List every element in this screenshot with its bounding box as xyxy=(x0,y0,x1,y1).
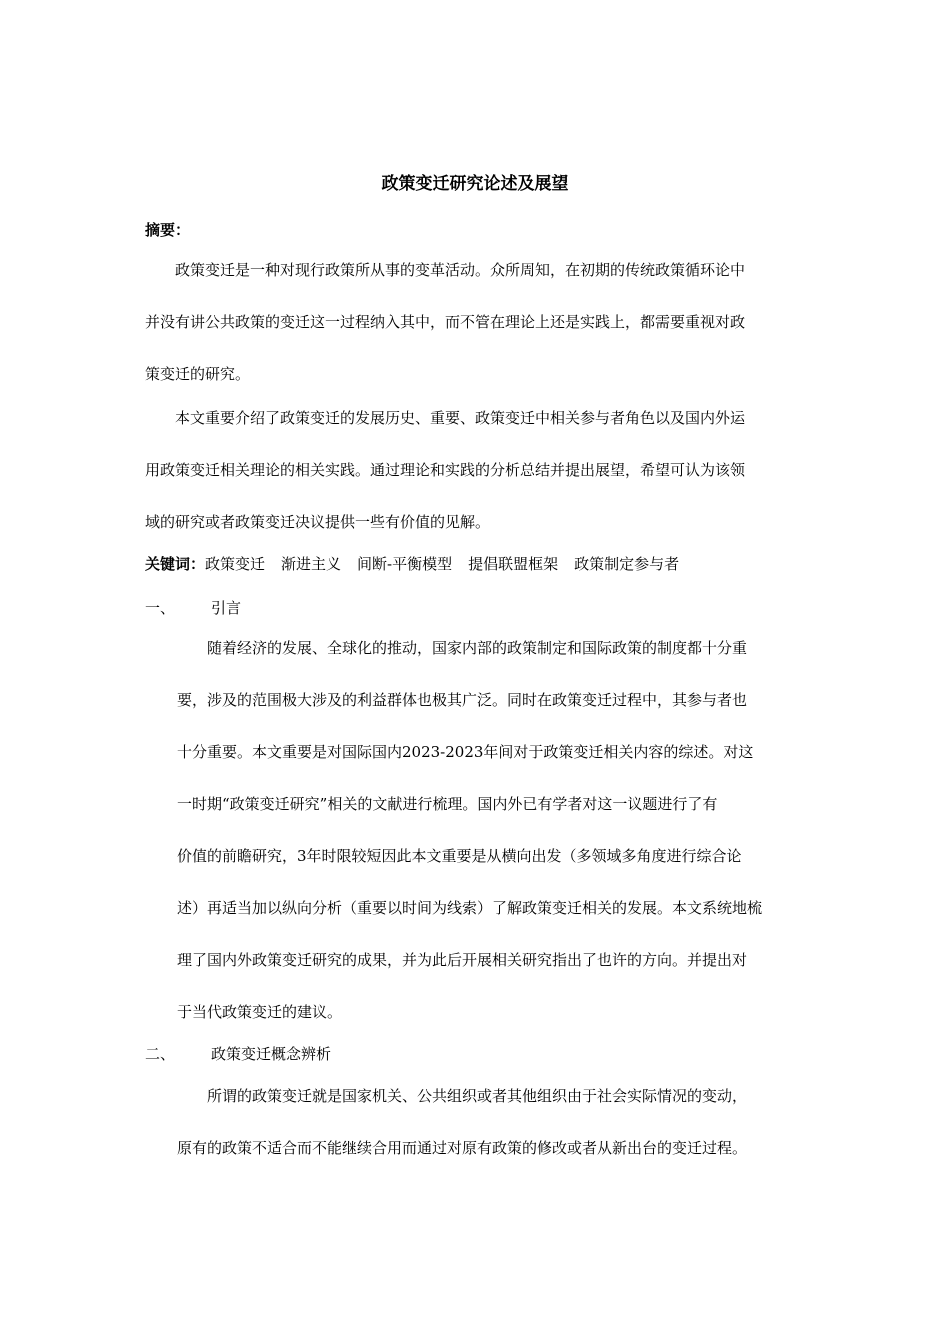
keyword: 间断-平衡模型 xyxy=(357,555,453,573)
text-line: 域的研究或者政策变迁决议提供一些有价值的见解。 xyxy=(145,513,491,531)
text-line: 本文重要介绍了政策变迁的发展历史、重要、政策变迁中相关参与者角色以及国内外运 xyxy=(145,409,746,427)
text-line: 策变迁的研究。 xyxy=(145,365,251,383)
text-line: 用政策变迁相关理论的相关实践。通过理论和实践的分析总结并提出展望，希望可认为该领 xyxy=(145,461,746,479)
text-line: 原有的政策不适合而不能继续合用而通过对原有政策的修改或者从新出台的变迁过程。 xyxy=(177,1139,748,1157)
section-heading-2 xyxy=(145,1042,331,1066)
keywords-label: 关键词： xyxy=(145,555,206,573)
abstract-paragraph-1 xyxy=(145,244,807,400)
text-line: 十分重要。本文重要是对国际国内2023-2023年间对于政策变迁相关内容的综述。对这 xyxy=(177,743,754,761)
section-2-body xyxy=(177,1070,809,1174)
text-line: 所谓的政策变迁就是国家机关、公共组织或者其他组织由于社会实际情况的变动， xyxy=(177,1087,748,1105)
text-line: 政策变迁是一种对现行政策所从事的变革活动。众所周知，在初期的传统政策循环论中 xyxy=(145,261,746,279)
text-line: 于当代政策变迁的建议。 xyxy=(177,1003,343,1021)
text-line: 理了国内外政策变迁研究的成果，并为此后开展相关研究指出了也许的方向。并提出对 xyxy=(177,951,748,969)
keyword: 渐进主义 xyxy=(281,555,342,573)
text-line: 要，涉及的范围极大涉及的利益群体也极其广泛。同时在政策变迁过程中，其参与者也 xyxy=(177,691,748,709)
keyword: 政策变迁 xyxy=(205,555,266,573)
text-line: 价值的前瞻研究，3年时限较短因此本文重要是从横向出发（多领域多角度进行综合论 xyxy=(177,847,742,865)
text-line: 一时期“政策变迁研究”相关的文献进行梳理。国内外已有学者对这一议题进行了有 xyxy=(177,795,718,813)
section-number: 一、 xyxy=(145,599,176,617)
keywords-line xyxy=(145,552,695,576)
keyword: 政策制定参与者 xyxy=(574,555,680,573)
abstract-label: 摘要： xyxy=(145,221,191,239)
document-title: 政策变迁研究论述及展望 xyxy=(381,174,569,194)
text-line: 随着经济的发展、全球化的推动，国家内部的政策制定和国际政策的制度都十分重 xyxy=(177,639,748,657)
section-1-body xyxy=(177,622,809,1038)
text-line: 并没有讲公共政策的变迁这一过程纳入其中，而不管在理论上还是实践上，都需要重视对政 xyxy=(145,313,746,331)
text-line: 述）再适当加以纵向分析（重要以时间为线索）了解政策变迁相关的发展。本文系统地梳 xyxy=(177,899,763,917)
section-heading-1 xyxy=(145,596,241,620)
keyword: 提倡联盟框架 xyxy=(468,555,559,573)
section-number: 二、 xyxy=(145,1045,176,1063)
section-title: 引言 xyxy=(211,599,242,617)
section-title: 政策变迁概念辨析 xyxy=(211,1045,332,1063)
abstract-paragraph-2 xyxy=(145,392,807,548)
